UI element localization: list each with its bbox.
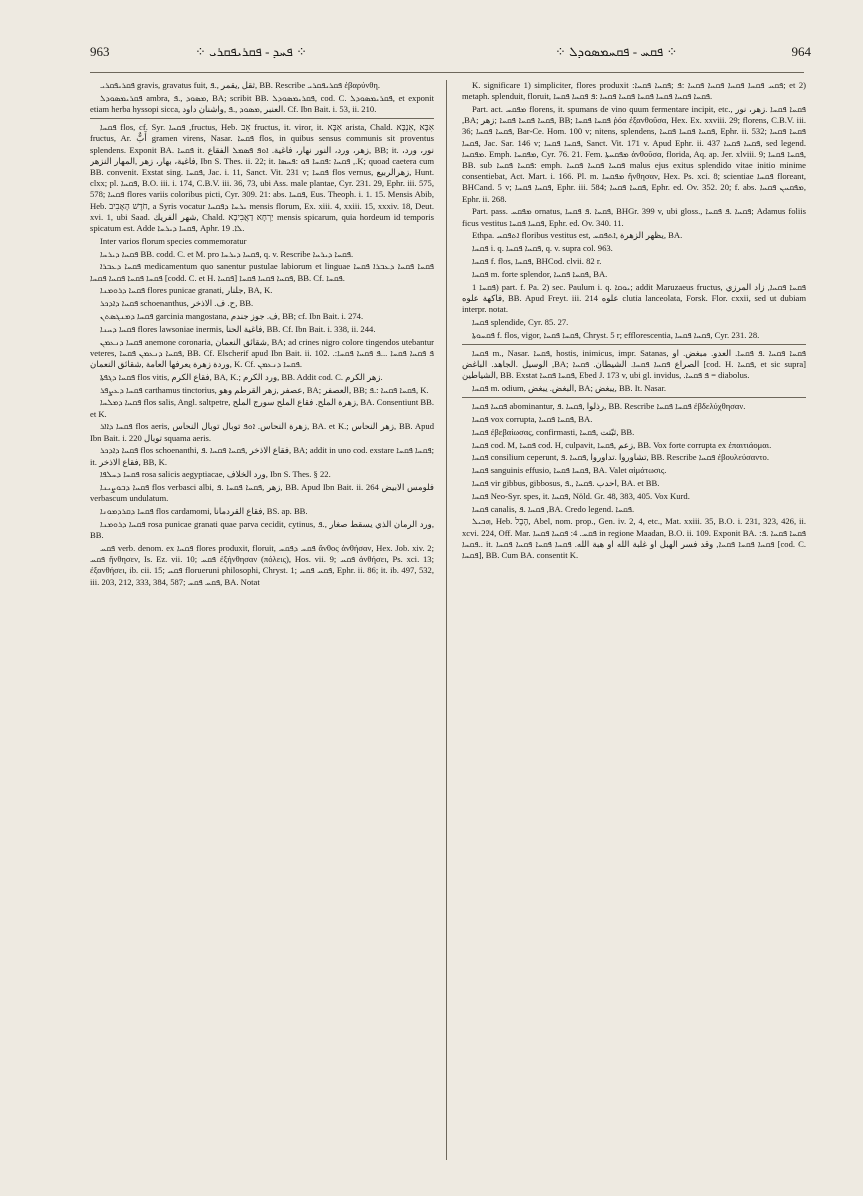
- dictionary-entry: ܦܩܚܐ vox corrupta, ܦܩܚܐ ܦܩܚܐ, BA.: [472, 414, 593, 425]
- dictionary-entry: ܦܩܚܐ ܕܓܦܬܐ flos vitis, فقاع الكرم, BA, K.; ورد الكرم, BB. Addit cod. C. زهر الكرم.: [100, 371, 383, 382]
- dictionary-entry: ܦܩܚܐ ἐβεβαίωσας, confirmasti, ثبّتت ,ܦܩܚܐ, BB.: [472, 426, 635, 437]
- dictionary-entry: ܦܩܚ verb. denom. ex ܦܩܚܐ flores produxit, floruit, ܦܩܚ ܕܦܩܚ ἄνθος ἀνθήσαν, Hex. Job. xiv. 2; ܦܩܚ ἤνθησεν, Is. Ez. vii. 10; ܦܩܚ ἐξήνθησαν (πόλεις), Hos. vii. 9; ܦܩܚ ἀνθήσει, Ps. xci. 13; ἐξανθήσει, ib. cii. 15; ܦܩܚ florueruni philosophi, Chryst. 1; ܦܩܚ ܦܩܚ, Ephr. ii. 86; it. ib. 497, 532, iii. 203, 212, 333, 384, 587; ܦܩܚ ܦܩܚ, BA. Notat: [90, 543, 434, 587]
- dictionary-entry: ܦܩܚܐ ܕܡܠܚܐ flos salis, Angl. saltpetre, زهرة الملح. فقاع الملح سورج الملح, BA. Consentiunt BB. et K.: [90, 397, 434, 419]
- dictionary-entry: ܦܩܚܐ ܕܢܥܡܢ anemone coronaria, شقائق النعمان, BA; ad crines nigro colore tingendos utebantur veteres, ܦܩܚܐ ܕܢܥܡܢ ܦܩܚܐ, BB. Cf. Elscherif apud Ibn Bait. ii. 102. .ܦ ܦܩܚܐ ܦܩܚܐ ...ܦ ܦܩܚܐ ܦܩܚܐ: وردة زهرة يعرفها العامة ,شقائق النعمان, K. Cf. ܦܩܚܐ ܕܢܥܡܢ.: [90, 336, 434, 370]
- dictionary-entry: ܦܩܚܐ ܕܚܠܦܐ rosa salicis aegyptiacae, ورد الخلاف, Ibn S. Thes. § 22.: [100, 469, 331, 480]
- page-number-right: 964: [791, 44, 811, 59]
- dictionary-entry: ܦܩܚܐ ܕܐܕܟܪ schoenanthus, ح. ف. الاذخر, BB.: [100, 298, 254, 309]
- dictionary-entry: Part. act. ܡܦܩܚ florens, it. spumans de vino quum fermentare incipit, etc., ܦܩܚܐ ܦܩܚܐ .زهر، نور ,BA; ܦܩܚܐ ܦܩܚܐ ܦܩܚܐ ;زهر, BB; ܦܩܚܐ ܦܩܚܐ ῥόα ἐξανθοῦσα, Hex. Ex. xxviii. 29; florens, C.B.V. iii. 36; ܦܩܚܐ ܦܩܚܐ, Bar-Ce. Hom. 100 v; nitens, splendens, ܦܩܚܐ ܦܩܚܐ ܦܩܚܐ, Ephr. ii. 532; ܦܩܚܐ ܦܩܚܐ ܦܩܚܐ, Jac. Sar. 146 v; ܦܩܚܐ ܦܩܚܐ, Sanct. Vit. 171 v. Apud Ephr. ii. 437 ܦܩܚܐ ܦܩܚܐ, sed legend. ܡܦܩܚܐ. Emph. ܡܦܩܚܐ, Cyr. 76. 21. Fem. ܡܦܩܚܬܐ ἀνθοῦσα, florida, Aq. ap. Jer. xlviii. 9; ܦܩܚܐ ܦܩܚܐ, BB. sub ܦܩܚܐ ܦܩܚܐ: emph. ܦܩܚܐ ܦܩܚܐ ܦܩܚܐ malus ejus exitus splendido vitae initio minime consentiebat, Act. Mart. i. 166. Pl. m. ܡܦܩܚܐ ἤνθησαν, Hex. Ps. xci. 8; scientiae ܦܩܚܐ floreant, BHCand. 5 v; ܦܩܚܐ ܦܩܚܐ, Ephr. iii. 584; ܦܩܚܐ ܦܩܚܐ, Ephr. ed. Ov. 352. 20; f. abs. ܡܦܩܚܢ ܦܩܚܐ, Ephr. ii. 268.: [462, 104, 806, 204]
- dictionary-entry: ܦܩܚܐ f. flos, ܦܩܚܐ, BHCod. clvii. 82 r.: [472, 256, 602, 267]
- running-head-right: ⁘ ܦܩܚ - ܦܩܚܡܣܘܕܠ ⁘: [555, 44, 678, 59]
- dictionary-entry: ܦܩܚܐ ܕܥܒܪܐ medicamentum quo sanentur pustulae labiorum et linguae ܦܩܚܐ ܦܩܚܐ ܕܥܒܪܐ ܦܩܚܐ ܦܩܚܐ ܦܩܚܐ ܦܩܚܐ ܦܩܚܐ [codd. C. et H. ܦܩܚܐ] ܦܩܚܐ ܦܩܚܐ ܦܩܚܐ, BB. Cf. ܦܩܚܐ.: [90, 261, 434, 283]
- dictionary-entry: ܦܩܪܝܡܣܘܕܠ ambra, ܡܣܘܕ ,.ܦ, BA; scribit BB. ܦܩܪܝܡܣܘܕܠ, cod. C. ܦܩܪܝܡܣܘܕܠ, et exponit etiam herba hyssopi sicca, العنبر ,ܡܣܘܕ ,.ܦ ,واشنان داود. Cf. Ibn Bait. i. 53, ii. 210.: [90, 92, 434, 114]
- dictionary-entry: ܦܩܚܐ cod. M, ܦܩܚܐ cod. H, culpavit, زعم ,ܦܩܚܐ, BB. Vox forte corrupta ex ἐπαιτιάομαι.: [472, 439, 772, 450]
- column-divider: [446, 80, 447, 1160]
- dictionary-entry: ܦܩܚܐ m. forte splendor, ܦܩܚܐ ܦܩܚܐ, BA.: [472, 268, 608, 279]
- dictionary-entry: Part. pass. ܡܦܩܚ ornatus, ܦܩܚܐ .ܦ ܦܩܚܐ, BHGr. 399 v, ubi gloss., ܦܩܚܐ .ܦ ܦܩܚܐ; Adamus foliis ficus vestitus ܦܩܚܐ ܦܩܚܐ, Ephr. ed. Ov. 340. 11.: [462, 206, 806, 228]
- dictionary-entry: ܦܩܚܐ ܕܪܘܡܢܐ rosa punicae granati quae parva cecidit, cytinus, ورد الرمان الذي يسقط صغار ,.ܦ, BB.: [90, 519, 434, 541]
- dictionary-entry: ܦܩܚܐ ܕܝܪܚܐ BB. codd. C. et M. pro ܦܩܚܐ ܕܝܪܚܐ, q. v. Rescribe ܦܩܚܐ ܕܝܪܚܐ.: [100, 248, 354, 259]
- running-header: [0, 40, 863, 62]
- dictionary-entry: K. significare 1) simpliciter, flores produxit :ܦܩܚ ܦܩܚܐ ܦܩܚܐ ܦܩܚܐ ܦܩܚܐ :ܦ ;ܦܩܚܐ ܦܩܚܐ; et 2) metaph. splenduit, floruit, ܦܩܚܐ ܦܩܚܐ ܦܩܚܐ ܦܩܚܐ ܦܩܚܐ ܦܩܚܐ :ܦ ܦܩܚܐ ܦܩܚܐ.: [462, 80, 806, 102]
- header-rule: [90, 72, 804, 73]
- dictionary-entry: ܦܩܪܝܦܩܪܝ gravis, gravatus fuit, ثقل ,يقمر ,.ܦ, BB. Rescribe ܦܩܪܝܦܩܪܝ ἐβαρύνθη.: [100, 80, 381, 90]
- dictionary-entry: ܦܩܚܐ ܕܡܢܓܣܬܢ garcinia mangostana, ف. جوز جندم, BB; cf. Ibn Bait. i. 274.: [100, 311, 364, 322]
- dictionary-entry: ܦܩܚܐ consilium ceperunt, تشاوروا .تداوروا ,ܦܩܚܐ .ܦ, BB. Rescribe ܦܩܚܐ ἐβουλεύσαντο.: [472, 452, 769, 463]
- dictionary-entry: ܦܩܚܐ ܕܩܪܕܡܘܢܐ flos cardamomi, فقاع القردمانا, BS. ap. BB.: [100, 506, 308, 517]
- dictionary-entry: ܦܩܚܐ ܕܥܨܦܪ carthamus tinctorius, عصفر ,زهر القرطم وهو, BA; العصفر, BB; ܦܩܚܐ ܦܩܚܐ :.ܦ, K.: [100, 384, 429, 395]
- dictionary-entry: Ethpa. ܐܬܦܩܚ floribus vestitus est, يظهر الزهرة ,ܐܬܦܩܚ, BA.: [472, 230, 683, 241]
- dictionary-entry: ܦܩܚܐ ܦܩܚܐ abominantur, رذلوا ,ܦܩܚܐ .ܦ, BB. Rescribe ܦܩܚܐ ܦܩܚܐ ἐβδελύχθησαν.: [462, 397, 806, 412]
- dictionary-entry: ܦܩܚܐ sanguinis effusio, ܦܩܚܐ ܦܩܚܐ, BA. Valet αἱμάτωσις.: [472, 465, 667, 476]
- dictionary-entry: Inter varios florum species commemoratur: [100, 235, 247, 246]
- dictionary-entry: ܦܩܚܐ ܕܒܘܨܝܢܐ flos verbasci albi, زهر ,ܦܩܚܐ ܦܩܚܐ .ܦ, BB. Apud Ibn Bait. ii. 264 فلومس الابيض verbascum undulatum.: [90, 482, 434, 504]
- dictionary-entry: ܦܩܚܐ ܕܐܕܟܪ flos schoenanthi, فقاع الاذخر ,ܦܩܚܐ ܦܩܚܐ .ܦ, BA; addit in uno cod. exstare ܦܩܚܐ ܦܩܚܐ; it. فقاع الاذخر, BB, K.: [90, 445, 434, 467]
- dictionary-entry: ܦܩܚܐ flos, cf. Syr. ܦܩܚܐ ,fructus, Heb. אֵב fructus, it. viror, it. אִבָּא arista, Chald. אִבָּא ,אִנְבָּא fructus, Ar. أَبٌّ gramen virens, Nasar. ܦܩܚܐ flos, in quibus sensus communis sit proventus splendens. Exponit BA. ܦܩܚܐ it. زهر، ورد، النور نهار، فاغية. ܐܘܦ ܦܣܡܠ الفقاع, BB; it. نور، ورد، فاغية، بهار، زهر ,المهار النزهر, Ibn S. Thes. ii. 22; it. ܦܩܚܐ :ܦܩܚܐ ܦܘ :ܦܚܣܐ ,.K; quoad caetera cum BB. convenit. Exstat sing. ܦܩܚܐ, Jac. i. 11, Sanct. Vit. 231 v; ܦܩܚܐ flos vernus, زهرالربيع, Hunt. clxx; pl. ܦܩܚܐ, B.O. iii. i. 174, C.B.V. iii. 36, 73, ubi Ass. male plantae, Cyr. 231. 29, Ephr. iii. 575, 578; ܦܩܚܐ flores variis coloribus picti, Cyr. 309. 21: abs. ܦܩܚܐ, Eus. Theoph. i. 1. 15. Mensis Abib, Heb. חֹדֶשׁ הָאָבִיב, a Syris vocatur ܝܪܚܐ ܕܦܩܚܐ mensis florum, Ex. xiii. 4, xxiii. 15, xxxiv. 18, Deut. xvi. 1, ubi Saad. شهر الفريك, Chald. יַרְחָא דַאֲבִיבָא mensis spicarum, quia hordeum id temporis spicatum est. Adde ܦܩܚܐ ܕܝܪܚܐ, Aphr. ܠܐ. 19.: [90, 118, 434, 234]
- page-number-left: 963: [90, 44, 110, 59]
- left-column: [90, 80, 434, 1165]
- right-column: [462, 80, 806, 1165]
- dictionary-entry: ܗܒܝܠ, Heb. הֶבֶל, Abel, nom. prop., Gen. iv. 2, 4, etc., Mat. xxiii. 35, B.O. i. 231, 323, 426, ii. xcvi. 224, Off. Mar. ܦܩܚ. 4: ܦܩܚܐ ܦܩܚܐ in regione Maadan, B.O. ii. 109. Exponit BA. ܦܩܚܐ ܦܩܚܐ .ܦ: .ܦܩܚܐ. it. ܦܩܚܐ ܦܩܚܐ ܦܩܚܐ, وقد فسر الهبل او غلبة الله او هبة الله. ܦܩܚܐ ܦܩܚܐ ܦܩܚܐ ܦܩܚܐ [cod. C. ܦܩܚܐ], BB. Cum BA. consentit K.: [462, 516, 806, 560]
- running-head-left: ⁘ ܦܚܕ - ܦܩܪܝܦܩܪܝ ⁘: [195, 44, 308, 59]
- dictionary-entry: ܦܩܚܐ m. odium, البغض. يبغض, BA; يبغض, BB. It. Nasar.: [472, 383, 666, 394]
- dictionary-entry: ܦܩܚܐ ܕܪܘܡܢܐ flores punicae granati, جلنار, BA, K.: [100, 285, 273, 296]
- dictionary-entry: ܦܩܚܐ vir gibbus, gibbosus, احدب .ܦܩܚܐ ,.ܦ, BA. et BB.: [472, 478, 660, 488]
- dictionary-entry: ܦܩܚܐ ܕܚܢܐ flores lawsoniae inermis, فاغية الحنا, BB. Cf. Ibn Bait. i. 338, ii. 244.: [100, 323, 376, 334]
- dictionary-entry: ܦܩܚܐ splendide, Cyr. 85. 27.: [472, 316, 569, 327]
- dictionary-entry: ܦܩܚܐ m., Nasar. ܦܩܚܐ, hostis, inimicus, impr. Satanas, ܦܩܚܐ ܦܩܚܐ .ܦ ܦܩܚܐ. العدو. مبغض. او الوسيل .الجاهد. الباغض ,BA; الصراع ܦܩܚܐ ܦܩܚܐ. الشيطان. ܦܩܚܐ [cod. H. ܦܩܚܐ, et sic supra] الشياطين, BB. Exstat ܦܩܚܐ ܦܩܚܐ, Ebed J. 173 v, ubi gl. invidus, .ܦ ܦܩܚܐ = diabolus.: [462, 344, 806, 382]
- dictionary-entry: ܦܩܚܘܬܐ f. flos, vigor, ܦܩܚܐ ܦܩܚܐ, Chryst. 5 r; efflorescentia, ܦܩܚܐ ܦܩܚܐ, Cyr. 231. 28.: [472, 329, 760, 340]
- dictionary-entry: ܦܩܚܐ Neo-Syr. spes, it. ܦܩܚܐ, Nöld. Gr. 48, 383, 405. Vox Kurd.: [472, 490, 690, 501]
- dictionary-entry: ܦܩܚܐ 1) part. f. Pa. 2) sec. Paulum i. q. ܝܘܩܐ; addit Maruzaeus fructus, ܦܩܚܐ ܦܩܚܐ, زاد المرزي فاكهة علوه, BB. Apud Freyt. iii. 214 علوه clutia lanceolata, Forsk. Flor. cxxii, sed ut dubiam interpr. notat.: [462, 281, 806, 315]
- dictionary-entry: ܦܩܚܐ ܕܐܐܪ flos aeris, زهرة النحاس. ܐܘܦ توبال توبال النحاس, BA. et K.; زهر النحاس, BB. Apud Ibn Bait. i. 220 توبال squama aeris.: [90, 421, 434, 443]
- dictionary-entry: ܦܩܚܐ canalis, ܦܩܚܐ .ܦ ,BA. Credo legend. ܦܩܚܐ.: [472, 503, 635, 514]
- dictionary-entry: ܦܩܚܐ i. q. ܦܩܚܐ ܦܩܚܐ, q. v. supra col. 963.: [472, 243, 613, 254]
